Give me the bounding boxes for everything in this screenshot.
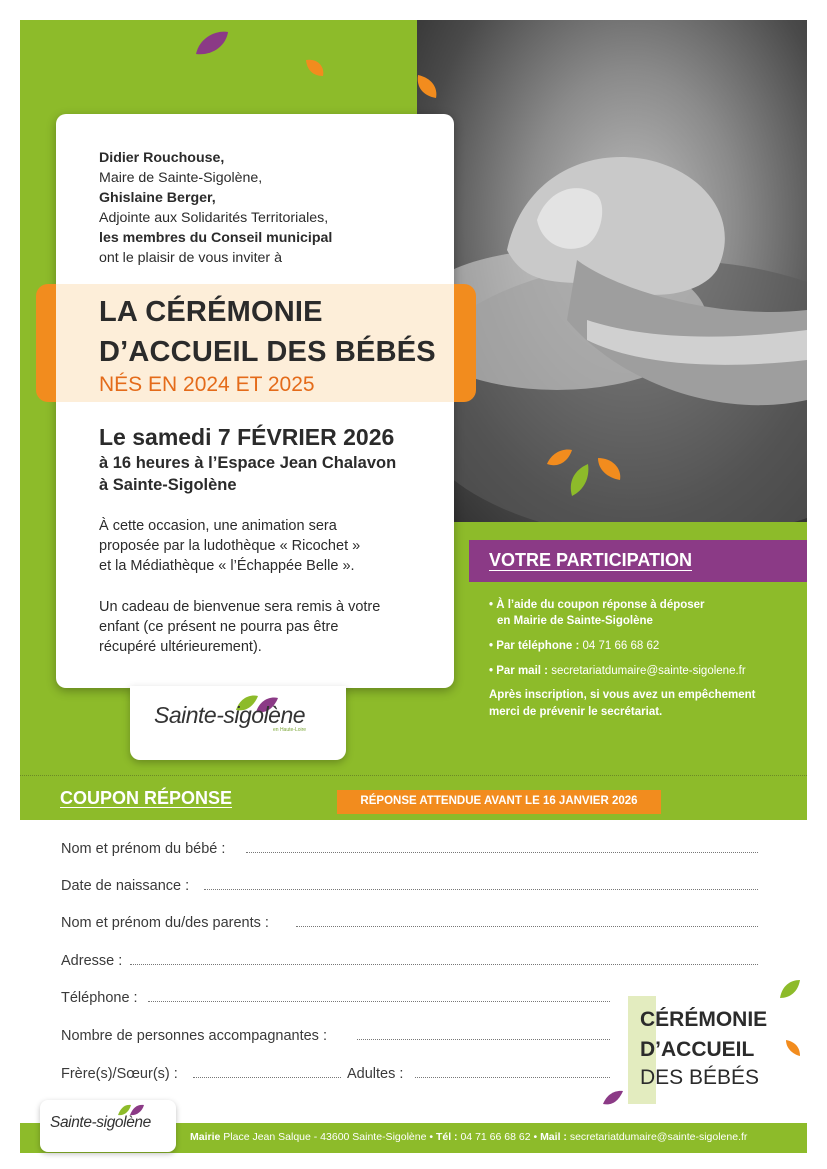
- green-leaf-icon: [566, 462, 592, 498]
- address-field[interactable]: [130, 964, 758, 965]
- participation-item: • À l’aide du coupon réponse à déposer: [489, 599, 705, 611]
- birth-date-label: Date de naissance :: [61, 878, 190, 894]
- host-role: Adjointe aux Solidarités Territoriales,: [99, 210, 329, 226]
- baby-name-label: Nom et prénom du bébé :: [61, 841, 226, 857]
- participation-phone: [489, 638, 659, 654]
- parents-label: Nom et prénom du/des parents :: [61, 915, 269, 931]
- baby-hand-photo: [417, 20, 807, 522]
- logo-wordmark: Sainte-sigolène: [154, 702, 306, 728]
- companions-label: Nombre de personnes accompagnantes :: [61, 1028, 327, 1044]
- participation-mail: [489, 663, 746, 679]
- phone-value: 04 71 66 68 62: [582, 640, 660, 652]
- green-leaf-icon: [778, 978, 802, 1002]
- phone-field[interactable]: [148, 1001, 610, 1002]
- footer-address: Place Jean Salque - 43600 Sainte-Sigolène •: [223, 1131, 434, 1143]
- footer-tel-label: Tél :: [435, 1131, 458, 1143]
- deadline-text: RÉPONSE ATTENDUE AVANT LE 16 JANVIER 2026: [360, 795, 638, 807]
- companions-field[interactable]: [357, 1039, 610, 1040]
- participation-title: VOTRE PARTICIPATION: [489, 550, 693, 570]
- footer-mairie-label: Mairie: [190, 1131, 221, 1143]
- mail-value: secretariatdumaire@sainte-sigolene.fr: [551, 665, 746, 677]
- adults-label: Adultes :: [347, 1066, 404, 1082]
- gift-line: enfant (ce présent ne pourra pas être: [99, 619, 339, 635]
- orange-leaf-icon: [594, 454, 624, 484]
- ceremony-label-line3: DES BÉBÉS: [640, 1066, 760, 1089]
- parents-field[interactable]: [296, 926, 758, 927]
- participation-note: merci de prévenir le secrétariat.: [489, 706, 663, 718]
- ceremony-label-line1: CÉRÉMONIE: [640, 1008, 768, 1031]
- host-role: Maire de Sainte-Sigolène,: [99, 170, 263, 186]
- photo-illustration: [417, 20, 807, 522]
- council-members: les membres du Conseil municipal: [99, 230, 333, 246]
- footer-mail-label: Mail :: [540, 1131, 567, 1143]
- siblings-label: Frère(s)/Sœur(s) :: [61, 1066, 178, 1082]
- purple-leaf-icon: [601, 1088, 625, 1108]
- gift-line: Un cadeau de bienvenue sera remis à votre: [99, 599, 381, 615]
- address-label: Adresse :: [61, 953, 123, 969]
- phone-label: Téléphone :: [61, 990, 138, 1006]
- orange-leaf-icon: [784, 1038, 802, 1058]
- participation-item: en Mairie de Sainte-Sigolène: [497, 615, 653, 627]
- host-name: Ghislaine Berger,: [99, 190, 216, 206]
- ceremony-label-line2: D’ACCUEIL: [640, 1038, 755, 1061]
- event-date: Le samedi 7 FÉVRIER 2026: [99, 424, 395, 450]
- orange-leaf-icon: [412, 72, 440, 102]
- event-title-line1: LA CÉRÉMONIE: [99, 296, 323, 328]
- event-subtitle: NÉS EN 2024 ET 2025: [99, 373, 315, 396]
- siblings-field[interactable]: [193, 1077, 341, 1078]
- footer-logo-wordmark: Sainte-sigolène: [50, 1114, 151, 1131]
- event-town: à Sainte-Sigolène: [99, 476, 237, 494]
- mail-label: • Par mail :: [489, 665, 548, 677]
- gift-line: récupéré ultérieurement).: [99, 639, 262, 655]
- coupon-title: COUPON RÉPONSE: [60, 788, 233, 808]
- host-name: Didier Rouchouse,: [99, 150, 225, 166]
- footer-tel-value: 04 71 66 68 62 •: [460, 1131, 538, 1143]
- phone-label: • Par téléphone :: [489, 640, 580, 652]
- description-line: proposée par la ludothèque « Ricochet »: [99, 538, 361, 554]
- purple-leaf-icon: [192, 28, 232, 58]
- logo-subtitle: en Haute-Loire: [273, 727, 307, 733]
- event-title-line2: D’ACCUEIL DES BÉBÉS: [99, 336, 436, 368]
- orange-leaf-icon: [303, 56, 327, 80]
- adults-field[interactable]: [415, 1077, 610, 1078]
- participation-note: Après inscription, si vous avez un empêchement: [489, 689, 756, 701]
- footer-contact: [190, 1131, 747, 1143]
- cut-line: [20, 775, 807, 776]
- invite-line: ont le plaisir de vous inviter à: [99, 250, 282, 266]
- footer-mail-value[interactable]: secretariatdumaire@sainte-sigolene.fr: [569, 1131, 748, 1143]
- description-line: À cette occasion, une animation sera: [99, 518, 337, 534]
- baby-name-field[interactable]: [246, 852, 758, 853]
- event-place: à 16 heures à l’Espace Jean Chalavon: [99, 454, 397, 472]
- description-line: et la Médiathèque « l’Échappée Belle ».: [99, 558, 355, 574]
- birth-date-field[interactable]: [204, 889, 758, 890]
